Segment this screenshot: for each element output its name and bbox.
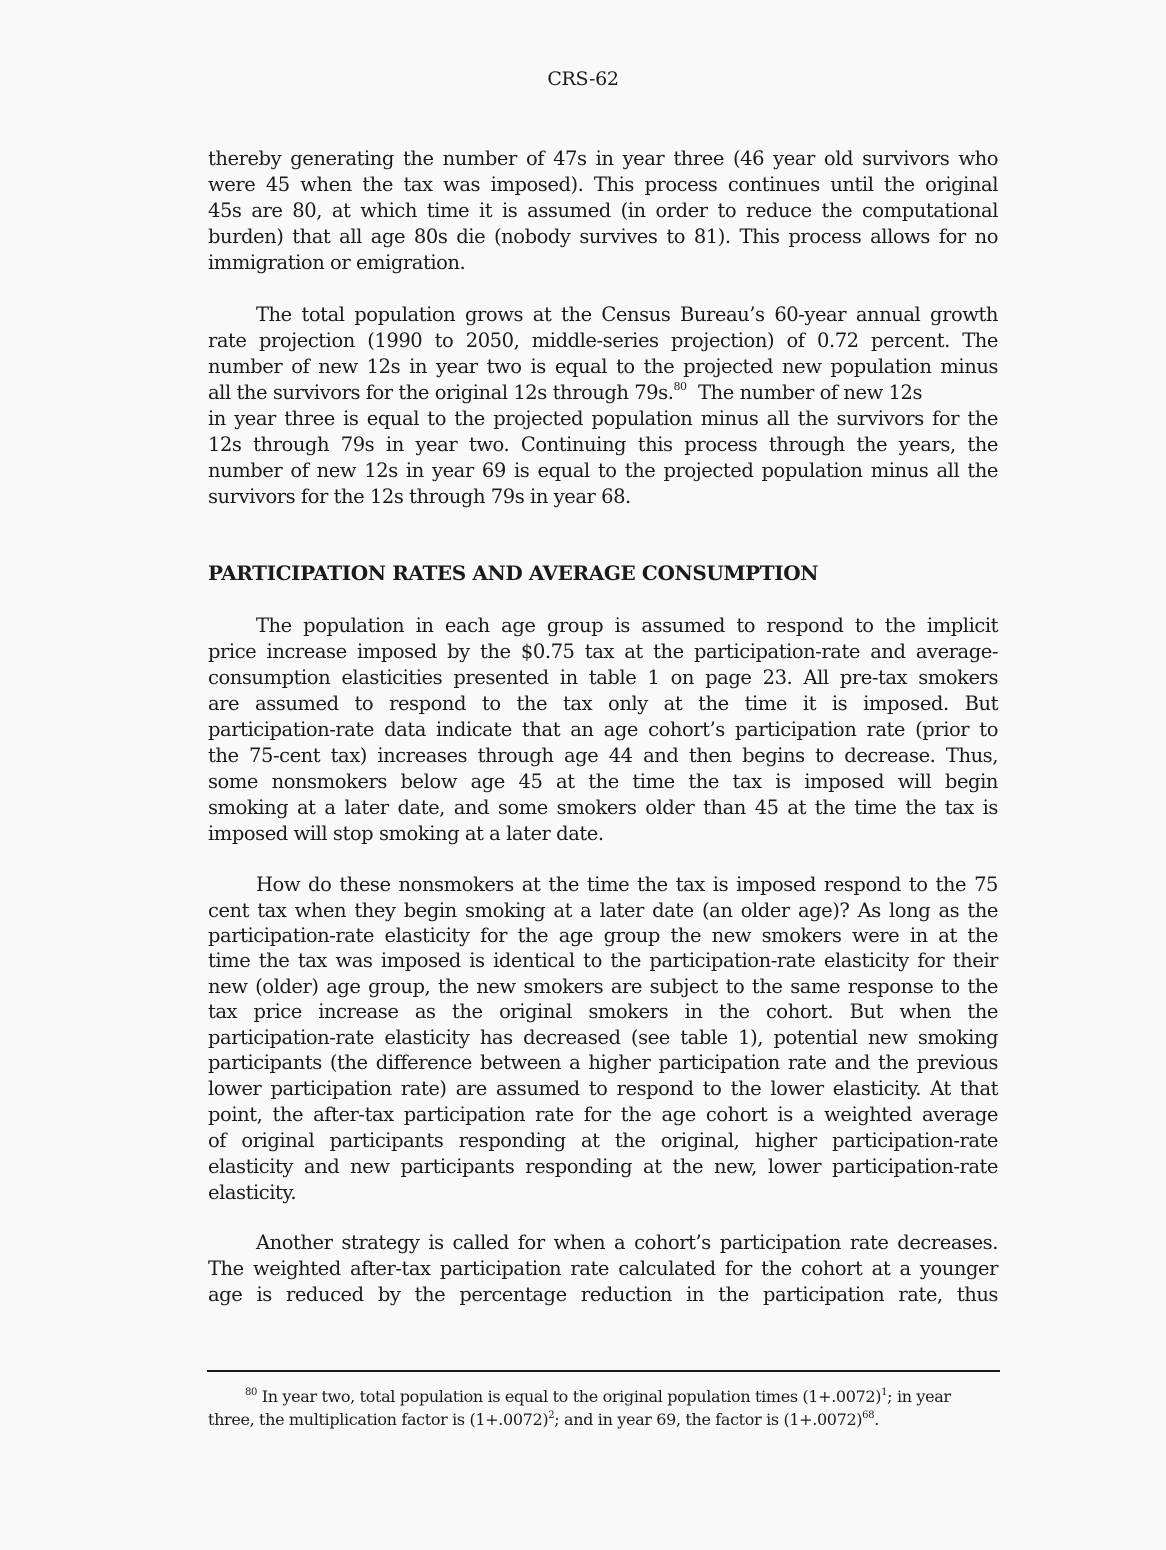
text-line: burden) that all age 80s die (nobody survives to 81). This process allows for no bbox=[208, 225, 998, 248]
text-segment: three, the multiplication factor is (1+.0072) bbox=[208, 1410, 549, 1429]
text-line: The weighted after-tax participation rate calculated for the cohort at a younger bbox=[208, 1257, 998, 1280]
text-line: elasticity and new participants responding at the new, lower participation-rate bbox=[208, 1155, 998, 1178]
text-line: imposed will stop smoking at a later date. bbox=[208, 822, 604, 845]
text-segment: ; in year bbox=[887, 1387, 951, 1406]
text-line: were 45 when the tax was imposed). This process continues until the original bbox=[208, 173, 998, 196]
text-line: How do these nonsmokers at the time the tax is imposed respond to the 75 bbox=[256, 873, 998, 896]
exponent: 1 bbox=[881, 1387, 888, 1398]
text-line: consumption elasticities presented in table 1 on page 23. All pre-tax smokers bbox=[208, 666, 998, 689]
text-line: The total population grows at the Census Bureau’s 60-year annual growth bbox=[256, 303, 998, 326]
text-line: immigration or emigration. bbox=[208, 251, 466, 274]
text-line: 12s through 79s in year two. Continuing this process through the years, the bbox=[208, 433, 998, 456]
text-segment: all the survivors for the original 12s through 79s. bbox=[208, 381, 674, 404]
exponent: 68 bbox=[862, 1410, 875, 1421]
text-line: in year three is equal to the projected population minus all the survivors for the bbox=[208, 407, 998, 430]
text-line: The population in each age group is assumed to respond to the implicit bbox=[256, 614, 998, 637]
text-line: lower participation rate) are assumed to respond to the lower elasticity. At that bbox=[208, 1077, 998, 1100]
exponent: 2 bbox=[548, 1410, 555, 1421]
footnote-number: 80 bbox=[245, 1387, 258, 1398]
text-line: participation-rate data indicate that an age cohort’s participation rate (prior to bbox=[208, 718, 998, 741]
text-line: of original participants responding at the original, higher participation-rate bbox=[208, 1129, 998, 1152]
text-line: age is reduced by the percentage reduction in the participation rate, thus bbox=[208, 1283, 998, 1306]
text-line: number of new 12s in year 69 is equal to the projected population minus all the bbox=[208, 459, 998, 482]
text-line: participation-rate elasticity for the age group the new smokers were in at the bbox=[208, 924, 998, 947]
text-segment: In year two, total population is equal to the original population times (1+.0072) bbox=[257, 1387, 882, 1406]
text-line: number of new 12s in year two is equal to the projected new population minus bbox=[208, 355, 998, 378]
text-line: new (older) age group, the new smokers are subject to the same response to the bbox=[208, 975, 998, 998]
text-line: cent tax when they begin smoking at a later date (an older age)? As long as the bbox=[208, 899, 998, 922]
footnote-ref-80[interactable]: 80 bbox=[673, 380, 687, 393]
text-segment: The number of new 12s bbox=[686, 381, 923, 404]
text-segment: . bbox=[874, 1410, 879, 1429]
text-line: point, the after-tax participation rate for the age cohort is a weighted average bbox=[208, 1103, 998, 1126]
section-heading: PARTICIPATION RATES AND AVERAGE CONSUMPTION bbox=[208, 561, 819, 585]
text-line: time the tax was imposed is identical to the participation-rate elasticity for their bbox=[208, 949, 998, 972]
text-line: participants (the difference between a higher participation rate and the previous bbox=[208, 1051, 998, 1074]
text-line: tax price increase as the original smokers in the cohort. But when the bbox=[208, 1000, 998, 1023]
text-line: participation-rate elasticity has decreased (see table 1), potential new smoking bbox=[208, 1026, 998, 1049]
text-line: Another strategy is called for when a cohort’s participation rate decreases. bbox=[256, 1231, 998, 1254]
text-line-with-footnote-ref bbox=[208, 380, 998, 406]
text-line: are assumed to respond to the tax only at the time it is imposed. But bbox=[208, 692, 998, 715]
footnote-divider bbox=[207, 1370, 1000, 1372]
text-line: price increase imposed by the $0.75 tax at the participation-rate and average- bbox=[208, 640, 998, 663]
text-segment: ; and in year 69, the factor is (1+.0072) bbox=[554, 1410, 863, 1429]
footnote-line bbox=[208, 1409, 1000, 1431]
footnote-line bbox=[245, 1386, 1000, 1408]
page-header: CRS-62 bbox=[547, 68, 619, 90]
text-line: 45s are 80, at which time it is assumed (in order to reduce the computational bbox=[208, 199, 998, 222]
text-line: smoking at a later date, and some smokers older than 45 at the time the tax is bbox=[208, 796, 998, 819]
text-line: rate projection (1990 to 2050, middle-series projection) of 0.72 percent. The bbox=[208, 329, 998, 352]
text-line: elasticity. bbox=[208, 1181, 297, 1204]
text-line: thereby generating the number of 47s in year three (46 year old survivors who bbox=[208, 147, 998, 170]
text-line: some nonsmokers below age 45 at the time the tax is imposed will begin bbox=[208, 770, 998, 793]
text-line: survivors for the 12s through 79s in year 68. bbox=[208, 485, 631, 508]
text-line: the 75-cent tax) increases through age 44 and then begins to decrease. Thus, bbox=[208, 744, 998, 767]
